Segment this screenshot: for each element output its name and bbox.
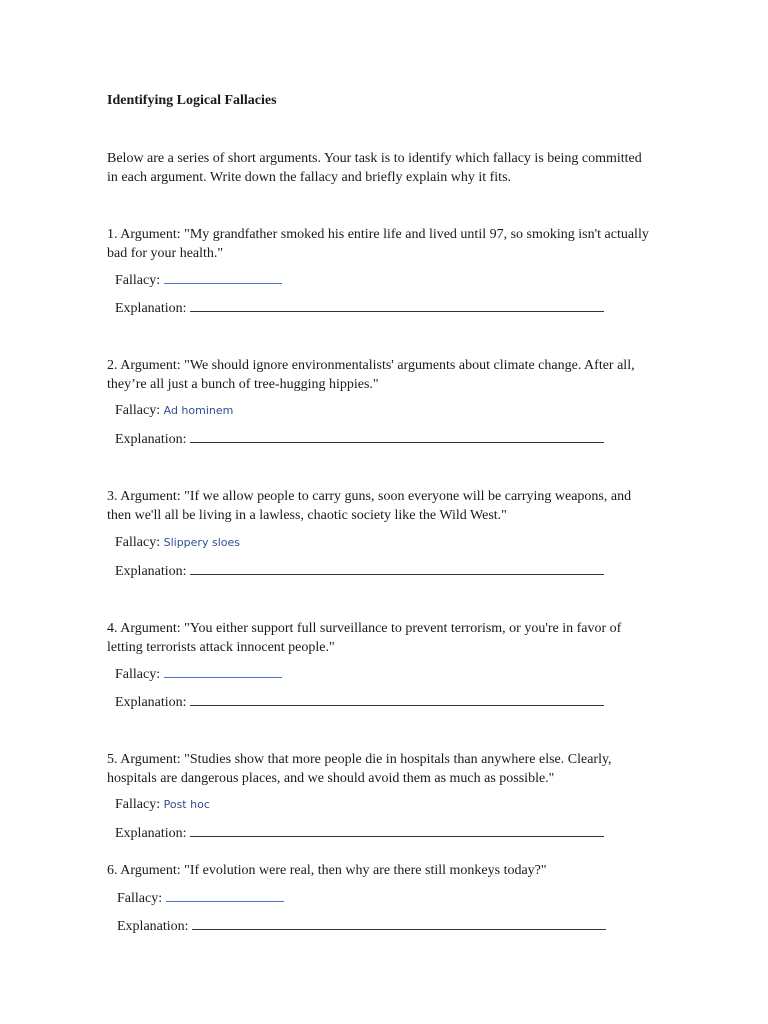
explanation-answer-field[interactable] — [190, 693, 604, 706]
fallacy-row-5 — [115, 796, 210, 814]
fallacy-label: Fallacy: — [115, 273, 161, 288]
question-2 — [107, 356, 652, 394]
fallacy-answer-text[interactable]: Post hoc — [163, 798, 210, 811]
fallacy-answer-field[interactable] — [164, 271, 282, 284]
argument-text: 5. Argument: "Studies show that more people die in hospitals than anywhere else. Clearly, hospitals are dangerous places, and we should avoid them as much as possible." — [107, 752, 612, 786]
fallacy-row-4 — [115, 665, 282, 684]
fallacy-answer-text[interactable]: Ad hominem — [163, 404, 234, 417]
fallacy-label: Fallacy: — [115, 403, 161, 418]
fallacy-answer-field[interactable] — [166, 889, 284, 902]
fallacy-label: Fallacy: — [115, 797, 161, 812]
explanation-label: Explanation: — [115, 695, 187, 710]
argument-text: 4. Argument: "You either support full surveillance to prevent terrorism, or you're in favor of letting terrorists attack innocent people." — [107, 621, 622, 655]
question-6 — [107, 861, 652, 880]
page-title: Identifying Logical Fallacies — [107, 93, 277, 108]
argument-text: 1. Argument: "My grandfather smoked his entire life and lived until 97, so smoking isn't actually bad for your health." — [107, 227, 649, 261]
explanation-label: Explanation: — [115, 432, 187, 447]
fallacy-label: Fallacy: — [117, 891, 163, 906]
explanation-row-6 — [117, 917, 606, 936]
fallacy-row-1 — [115, 271, 282, 290]
fallacy-label: Fallacy: — [115, 667, 161, 682]
explanation-row-4 — [115, 693, 604, 712]
explanation-row-5 — [115, 824, 604, 843]
argument-text: 2. Argument: "We should ignore environmentalists' arguments about climate change. After all, they’re all just a bunch of tree-hugging hippies." — [107, 358, 635, 392]
explanation-label: Explanation: — [115, 301, 187, 316]
explanation-answer-field[interactable] — [190, 299, 604, 312]
fallacy-row-2 — [115, 402, 233, 420]
explanation-label: Explanation: — [115, 826, 187, 841]
explanation-answer-field[interactable] — [192, 917, 606, 930]
fallacy-answer-field[interactable] — [164, 665, 282, 678]
fallacy-label: Fallacy: — [115, 535, 161, 550]
explanation-answer-field[interactable] — [190, 824, 604, 837]
argument-text: 6. Argument: "If evolution were real, then why are there still monkeys today?" — [107, 863, 547, 878]
fallacy-row-6 — [117, 889, 284, 908]
explanation-label: Explanation: — [117, 919, 189, 934]
explanation-row-1 — [115, 299, 604, 318]
question-1 — [107, 225, 652, 263]
fallacy-answer-text[interactable]: Slippery sloes — [163, 536, 240, 549]
explanation-answer-field[interactable] — [190, 430, 604, 443]
argument-text: 3. Argument: "If we allow people to carry guns, soon everyone will be carrying weapons, and then we'll all be living in a lawless, chaotic society like the Wild West." — [107, 489, 632, 523]
explanation-label: Explanation: — [115, 564, 187, 579]
question-3 — [107, 487, 652, 525]
explanation-answer-field[interactable] — [190, 562, 604, 575]
explanation-row-2 — [115, 430, 604, 449]
intro-paragraph: Below are a series of short arguments. Your task is to identify which fallacy is being committed in each argument. Write down the fallacy and briefly explain why it fits. — [107, 151, 642, 185]
fallacy-row-3 — [115, 534, 240, 552]
explanation-row-3 — [115, 562, 604, 581]
question-4 — [107, 619, 652, 657]
question-5 — [107, 750, 652, 788]
